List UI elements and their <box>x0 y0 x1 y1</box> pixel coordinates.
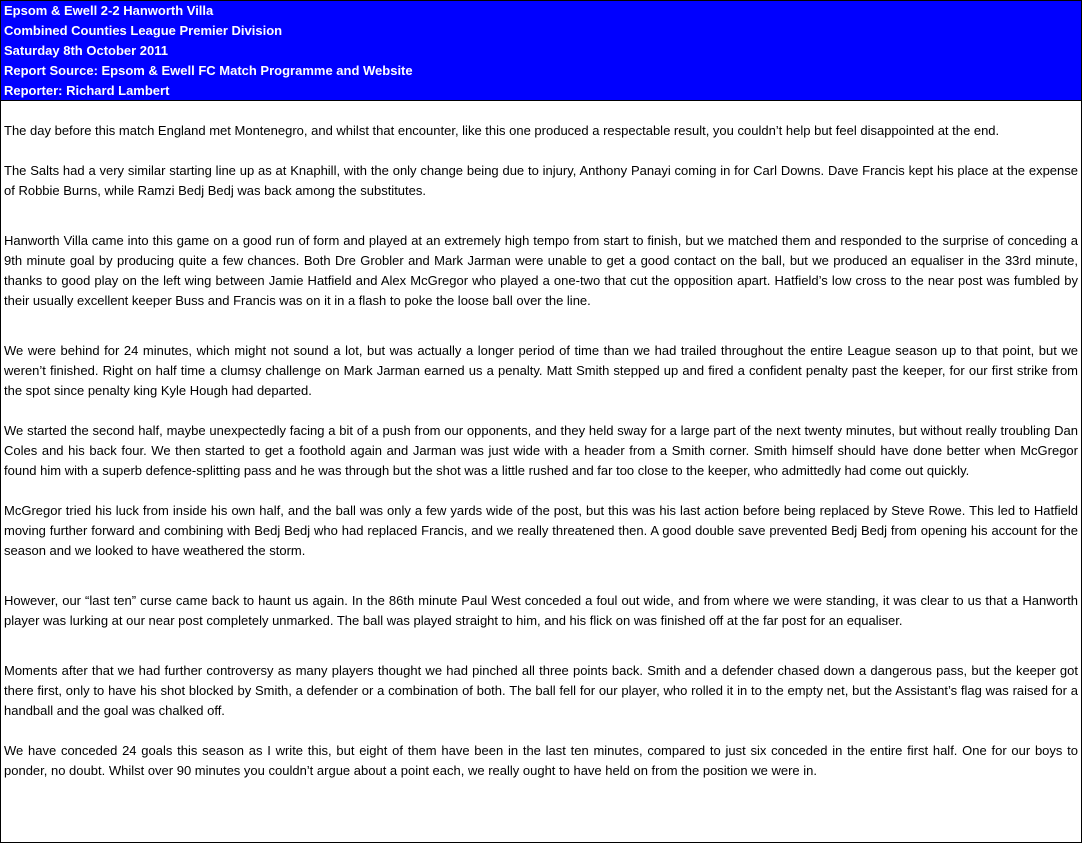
competition: Combined Counties League Premier Division <box>4 23 283 38</box>
paragraph-7: However, our “last ten” curse came back to haunt us again. In the 86th minute Paul West conceded a foul out wide, and from where we were standing, it was clear to us that a Hanworth player was lurking at our near post completely unmarked. The ball was played straight to him, and his flick on was finished off at the far post for an equaliser. <box>4 593 1078 628</box>
paragraph-2: The Salts had a very similar starting line up as at Knaphill, with the only change being due to injury, Anthony Panayi coming in for Carl Downs. Dave Francis kept his place at the expense of Robbie Burns, while Ramzi Bedj Bedj was back among the substitutes. <box>4 163 1078 198</box>
paragraph-4: We were behind for 24 minutes, which might not sound a lot, but was actually a longer period of time than we had trailed throughout the entire League season up to that point, but we weren’t finished. Right on half time a clumsy challenge on Mark Jarman earned us a penalty. Matt Smith stepped up and fired a confident penalty past the keeper, for our first strike from the spot since penalty king Kyle Hough had departed. <box>4 343 1078 398</box>
match-result: Epsom & Ewell 2-2 Hanworth Villa <box>4 3 214 18</box>
paragraph-5: We started the second half, maybe unexpectedly facing a bit of a push from our opponents, and they held sway for a large part of the next twenty minutes, but without really troubling Dan Coles and his back four. We then started to get a foothold again and Jarman was just wide with a header from a Smith corner. Smith himself should have done better when McGregor found him with a superb defence-splitting pass and he was through but the shot was a little rushed and far too close to the keeper, who admittedly had come out quickly. <box>4 423 1078 478</box>
report-body <box>1 101 1081 781</box>
paragraph-9: We have conceded 24 goals this season as I write this, but eight of them have been in the last ten minutes, compared to just six conceded in the entire first half. One for our boys to ponder, no doubt. Whilst over 90 minutes you couldn’t argue about a point each, we really ought to have held on from the position we were in. <box>4 743 1078 778</box>
reporter: Reporter: Richard Lambert <box>4 83 170 98</box>
match-date: Saturday 8th October 2011 <box>4 43 169 58</box>
paragraph-3: Hanworth Villa came into this game on a good run of form and played at an extremely high tempo from start to finish, but we matched them and responded to the surprise of conceding a 9th minute goal by producing quite a few chances. Both Dre Grobler and Mark Jarman were unable to get a good contact on the ball, but we produced an equaliser in the 33rd minute, thanks to good play on the left wing between Jamie Hatfield and Alex McGregor who played a one-two that cut the opposition apart. Hatfield’s low cross to the near post was fumbled by their usually excellent keeper Buss and Francis was on it in a flash to poke the loose ball over the line. <box>4 233 1078 308</box>
report-header <box>1 1 1081 101</box>
report-source: Report Source: Epsom & Ewell FC Match Programme and Website <box>4 63 413 78</box>
paragraph-1: The day before this match England met Montenegro, and whilst that encounter, like this one produced a respectable result, you couldn’t help but feel disappointed at the end. <box>4 123 1000 138</box>
paragraph-6: McGregor tried his luck from inside his own half, and the ball was only a few yards wide of the post, but this was his last action before being replaced by Steve Rowe. This led to Hatfield moving further forward and combining with Bedj Bedj who had replaced Francis, and we really threatened then. A good double save prevented Bedj Bedj from opening his account for the season and we looked to have weathered the storm. <box>4 503 1078 558</box>
paragraph-8: Moments after that we had further controversy as many players thought we had pinched all three points back. Smith and a defender chased down a dangerous pass, but the keeper got there first, only to have his shot blocked by Smith, a defender or a combination of both. The ball fell for our player, who rolled it in to the empty net, but the Assistant’s flag was raised for a handball and the goal was chalked off. <box>4 663 1078 718</box>
